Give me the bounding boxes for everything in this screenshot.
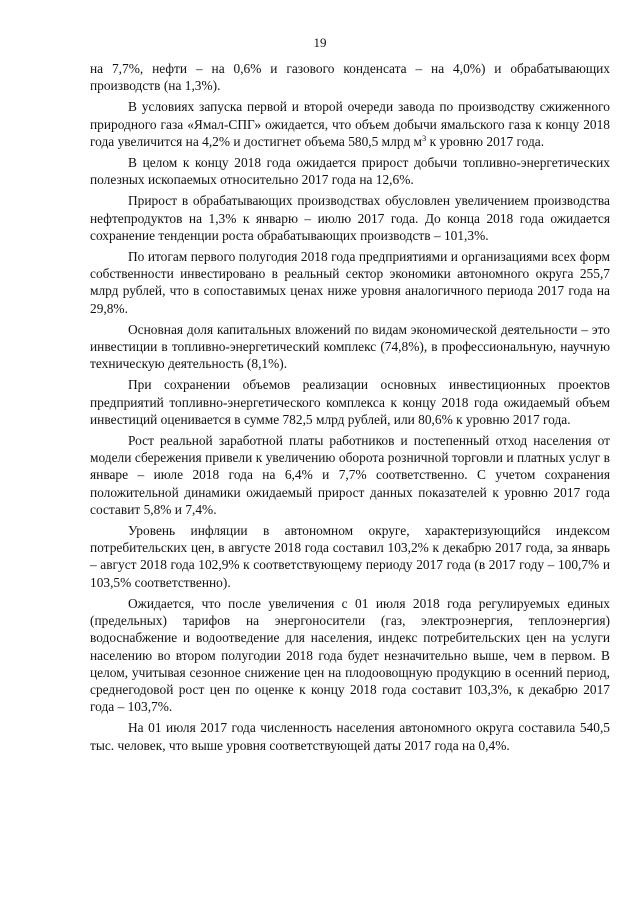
paragraph: При сохранении объемов реализации основных инвестиционных проектов предприятий топливно-энергетического комплекса к концу 2018 года ожидаемый объем инвестиций оценивается в сумме 782,5 млрд рублей, или 80,6% к уровню 2017 года. xyxy=(90,377,610,427)
page-number: 19 xyxy=(313,35,327,50)
paragraph: В целом к концу 2018 года ожидается прирост добычи топливно-энергетических полезных ископаемых относительно 2017 года на 12,6%. xyxy=(90,155,610,188)
paragraph: По итогам первого полугодия 2018 года предприятиями и организациями всех форм собственности инвестировано в реальный сектор экономики автономного округа 255,7 млрд рублей, что в сопоставимых ценах ниже уровня аналогичного периода 2017 года на 29,8%. xyxy=(90,249,610,316)
paragraph: Ожидается, что после увеличения с 01 июля 2018 года регулируемых единых (предельных) тарифов на энергоносители (газ, электроэнергия, теплоэнергия) водоснабжение и водоотведение для населения, индекс потребительских цен на услуги населению во втором полугодии 2018 года будет незначительно выше, чем в первом. В целом, учитывая сезонное снижение цен на плодоовощную продукцию в осенний период, среднегодовой рост цен по оценке к концу 2018 года составит 103,3%, к декабрю 2017 года – 103,7%. xyxy=(90,595,610,715)
paragraph: Основная доля капитальных вложений по видам экономической деятельности – это инвестиции в топливно-энергетический комплекс (74,8%), в профессиональную, научную техническую деятельность (8,1%). xyxy=(90,321,610,372)
paragraph: Уровень инфляции в автономном округе, характеризующийся индексом потребительских цен, в августе 2018 года составил 103,2% к декабрю 2017 года, за январь – август 2018 года 102,9% к соответствующему периоду 2017 года (в 2017 году – 100,7% и 103,5% соответственно). xyxy=(90,523,610,590)
document-body xyxy=(90,60,610,758)
paragraph: на 7,7%, нефти – на 0,6% и газового конденсата – на 4,0%) и обрабатывающих производств (на 1,3%). xyxy=(90,61,610,94)
paragraph-text: В условиях запуска первой и второй очереди завода по производству сжиженного природного газа «Ямал-СПГ» ожидается, что объем добычи ямальского газа к концу 2018 года увеличится на 4,2% и достигнет объема 580,5 млрд м xyxy=(90,99,610,149)
paragraph: Рост реальной заработной платы работников и постепенный отход населения от модели сбережения привели к увеличению оборота розничной торговли и платных услуг в январе – июле 2018 года на 6,4% и 7,7% соответственно. С учетом сохранения положительной динамики ожидаемый прирост данных показателей к уровню 2017 года составит 5,8% и 7,4%. xyxy=(90,433,610,517)
paragraph-text: к уровню 2017 года. xyxy=(426,133,545,149)
paragraph: Прирост в обрабатывающих производствах обусловлен увеличением производства нефтепродуктов на 1,3% к январю – июлю 2017 года. До конца 2018 года ожидается сохранение тенденции роста обрабатывающих производств – 101,3%. xyxy=(90,193,610,243)
superscript: 3 xyxy=(422,132,427,143)
paragraph: На 01 июля 2017 года численность населения автономного округа составила 540,5 тыс. человек, что выше уровня соответствующей даты 2017 года на 0,4%. xyxy=(90,720,610,753)
paragraph xyxy=(90,98,610,150)
